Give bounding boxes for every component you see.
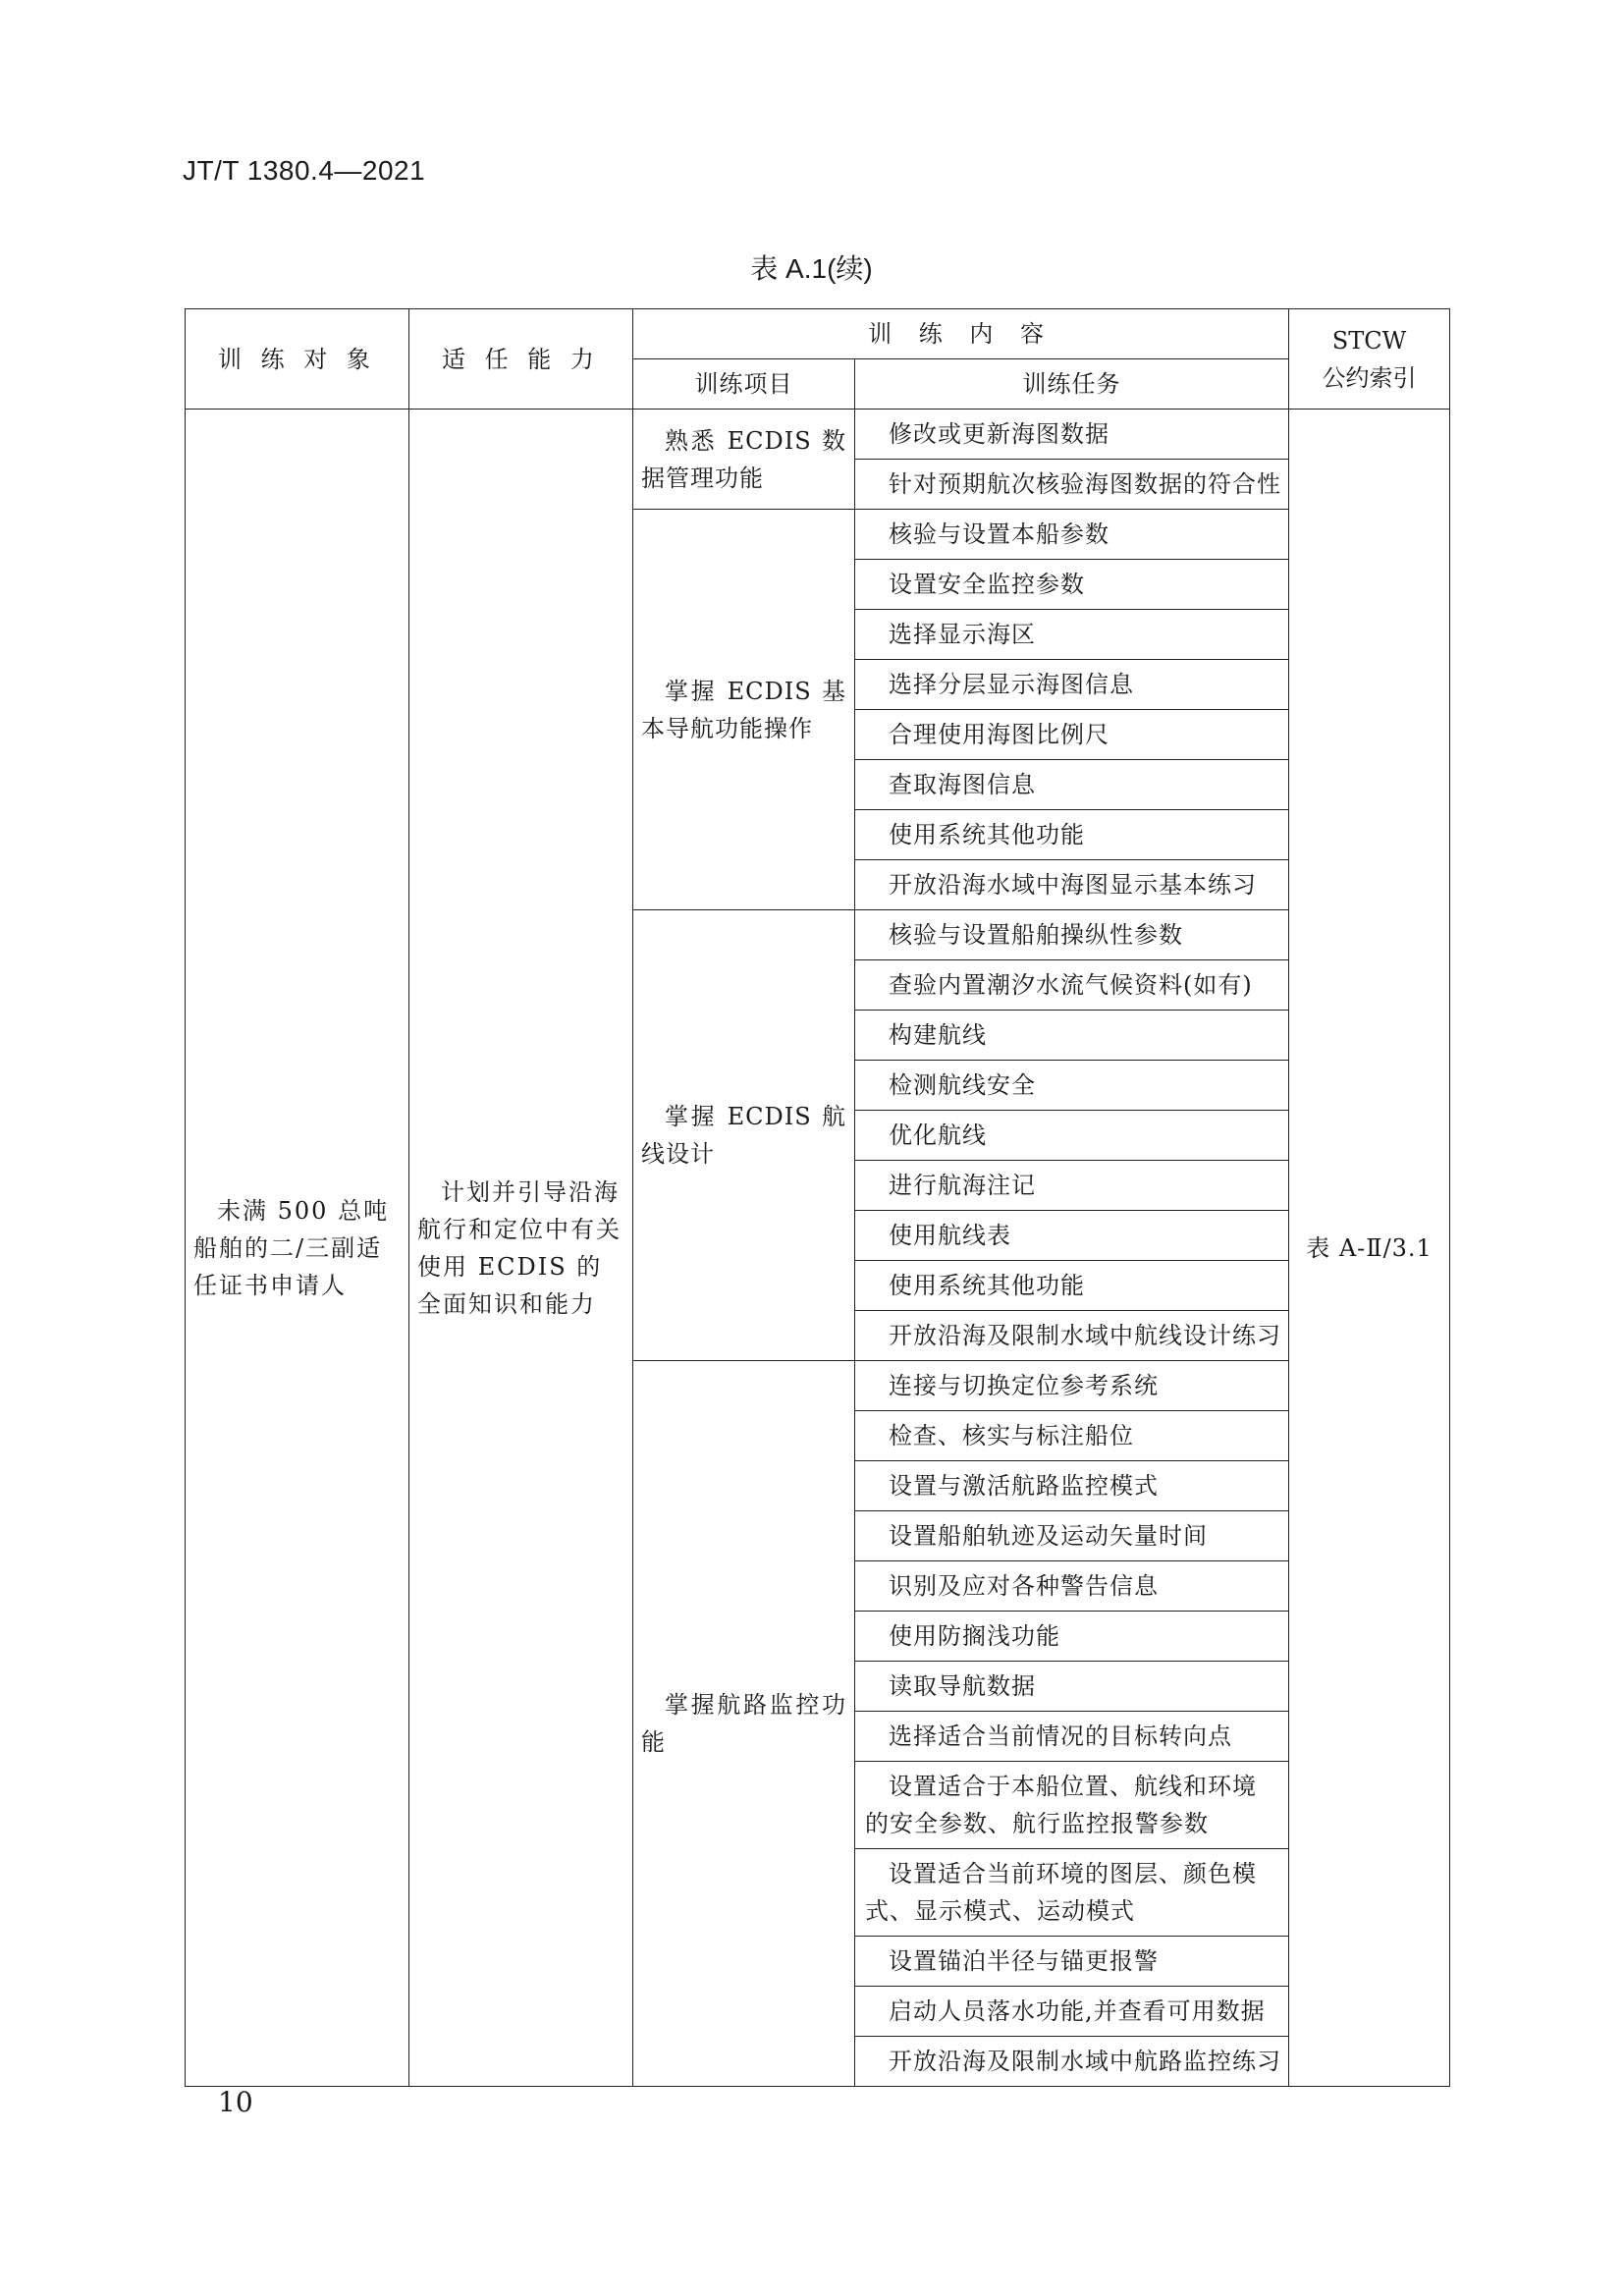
training-task: 检查、核实与标注船位 xyxy=(855,1411,1289,1461)
training-task: 启动人员落水功能,并查看可用数据 xyxy=(855,1987,1289,2037)
header-target: 训 练 对 象 xyxy=(186,309,409,410)
training-task: 设置锚泊半径与锚更报警 xyxy=(855,1937,1289,1987)
training-task: 连接与切换定位参考系统 xyxy=(855,1361,1289,1411)
header-content: 训 练 内 容 xyxy=(633,309,1289,359)
header-competence: 适 任 能 力 xyxy=(409,309,633,410)
training-task: 修改或更新海图数据 xyxy=(855,410,1289,460)
training-task: 设置船舶轨迹及运动矢量时间 xyxy=(855,1511,1289,1561)
table-title: 表 A.1(续) xyxy=(750,253,873,284)
training-task: 查验内置潮汐水流气候资料(如有) xyxy=(855,960,1289,1011)
training-item: 掌握 ECDIS 基本导航功能操作 xyxy=(633,510,855,910)
training-task: 使用系统其他功能 xyxy=(855,1261,1289,1311)
training-task: 构建航线 xyxy=(855,1011,1289,1061)
training-task: 开放沿海水域中海图显示基本练习 xyxy=(855,860,1289,910)
header-task: 训练任务 xyxy=(855,359,1289,410)
training-task: 开放沿海及限制水域中航路监控练习 xyxy=(855,2037,1289,2087)
training-task: 核验与设置本船参数 xyxy=(855,510,1289,560)
training-task: 开放沿海及限制水域中航线设计练习 xyxy=(855,1311,1289,1361)
training-task: 识别及应对各种警告信息 xyxy=(855,1561,1289,1612)
training-task: 使用防搁浅功能 xyxy=(855,1612,1289,1662)
training-target: 未满 500 总吨船舶的二/三副适任证书申请人 xyxy=(186,410,409,2087)
header-stcw xyxy=(1289,309,1450,410)
training-task: 选择分层显示海图信息 xyxy=(855,660,1289,710)
training-task: 合理使用海图比例尺 xyxy=(855,710,1289,760)
training-task: 检测航线安全 xyxy=(855,1061,1289,1111)
training-item: 掌握 ECDIS 航线设计 xyxy=(633,910,855,1361)
training-item: 掌握航路监控功能 xyxy=(633,1361,855,2087)
training-task: 选择显示海区 xyxy=(855,610,1289,660)
training-task: 选择适合当前情况的目标转向点 xyxy=(855,1712,1289,1762)
standard-code: JT/T 1380.4—2021 xyxy=(183,155,426,186)
training-task: 设置适合当前环境的图层、颜色模式、显示模式、运动模式 xyxy=(855,1849,1289,1937)
training-task: 使用系统其他功能 xyxy=(855,810,1289,860)
training-task: 查取海图信息 xyxy=(855,760,1289,810)
competence: 计划并引导沿海航行和定位中有关使用 ECDIS 的全面知识和能力 xyxy=(409,410,633,2087)
training-task: 针对预期航次核验海图数据的符合性 xyxy=(855,460,1289,510)
header-stcw-line2: 公约索引 xyxy=(1322,363,1417,392)
training-task: 读取导航数据 xyxy=(855,1662,1289,1712)
training-task: 优化航线 xyxy=(855,1111,1289,1161)
header-stcw-line1: STCW xyxy=(1331,326,1407,355)
training-table xyxy=(185,308,1450,2087)
training-task: 设置适合于本船位置、航线和环境的安全参数、航行监控报警参数 xyxy=(855,1762,1289,1849)
training-task: 使用航线表 xyxy=(855,1211,1289,1261)
training-item: 熟悉 ECDIS 数据管理功能 xyxy=(633,410,855,510)
training-task: 设置安全监控参数 xyxy=(855,560,1289,610)
stcw-reference: 表 A-Ⅱ/3.1 xyxy=(1289,410,1450,2087)
training-task: 进行航海注记 xyxy=(855,1161,1289,1211)
training-task: 设置与激活航路监控模式 xyxy=(855,1461,1289,1511)
page-number: 10 xyxy=(218,2086,253,2118)
training-task: 核验与设置船舶操纵性参数 xyxy=(855,910,1289,960)
header-item: 训练项目 xyxy=(633,359,855,410)
